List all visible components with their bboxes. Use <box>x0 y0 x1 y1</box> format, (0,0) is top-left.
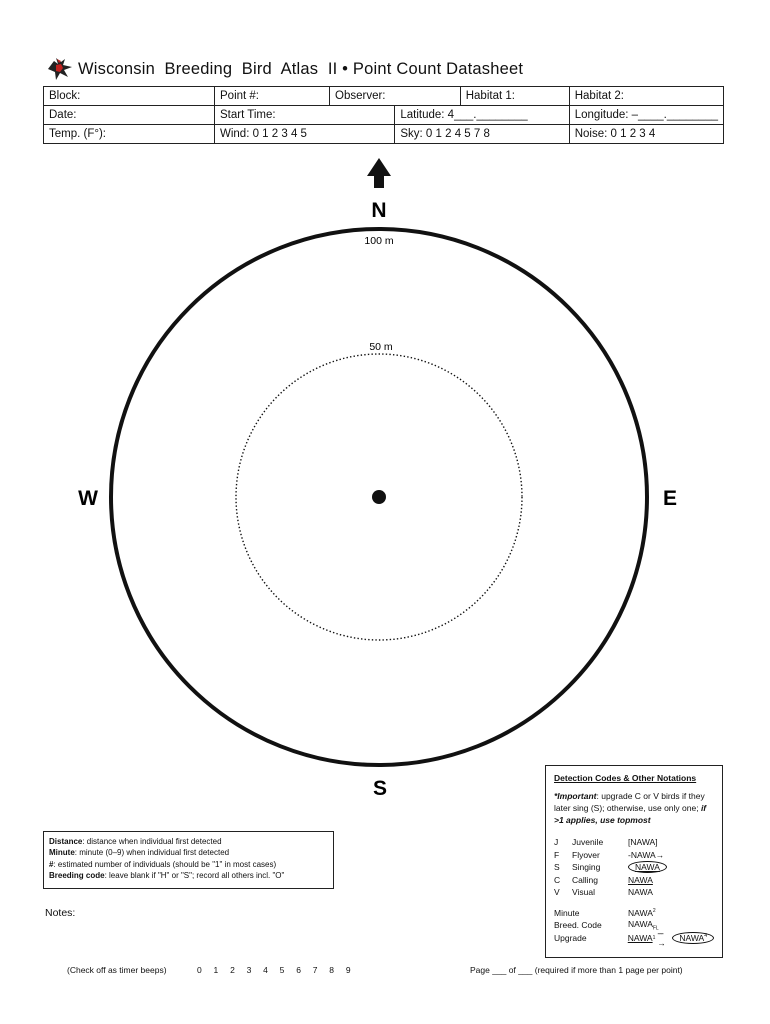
start-time-field[interactable]: Start Time: <box>215 106 395 125</box>
notes-label[interactable]: Notes: <box>45 907 76 919</box>
sky-field[interactable]: Sky: 0 1 2 4 5 7 8 <box>395 125 569 144</box>
page-title: Wisconsin Breeding Bird Atlas II • Point Count Datasheet <box>78 59 524 78</box>
detection-code-list <box>554 836 714 899</box>
block-field[interactable]: Block: <box>44 87 215 106</box>
north-arrow-icon <box>367 158 391 188</box>
code-row-flyover: F Flyover -NAWA→ <box>554 849 665 860</box>
page-number-field[interactable]: Page ___ of ___ (required if more than 1 page per point) <box>470 965 683 975</box>
point-count-plot[interactable] <box>0 150 770 810</box>
east-label: E <box>662 487 678 510</box>
upgrade-arrow-icon: ---→ <box>657 927 665 948</box>
singing-notation-oval: NAWA <box>628 861 667 873</box>
latitude-field[interactable]: Latitude: 4___.________ <box>395 106 569 125</box>
breeding-code-definition: Breeding code: leave blank if "H" or "S"; record all others incl. "O" <box>49 871 285 881</box>
important-note: *Important: upgrade C or V birds if they later sing (S); otherwise, use only one; if >1 applies, use topmost <box>554 791 707 825</box>
code-row-visual: V Visual NAWA <box>554 887 653 898</box>
other-notations <box>554 907 714 948</box>
code-row-juvenile: J Juvenile [NAWA] <box>554 837 658 848</box>
habitat1-field[interactable]: Habitat 1: <box>460 87 569 106</box>
north-label: N <box>371 199 387 222</box>
upgrade-notation-row: Upgrade NAWA 1 ---→ NAWA$^4$ <box>554 932 714 945</box>
cardinal-logo-icon <box>44 55 76 83</box>
wind-field[interactable]: Wind: 0 1 2 3 4 5 <box>215 125 395 144</box>
noise-field[interactable]: Noise: 0 1 2 3 4 <box>569 125 723 144</box>
habitat2-field[interactable]: Habitat 2: <box>569 87 723 106</box>
center-point <box>372 490 386 504</box>
date-field[interactable]: Date: <box>44 106 215 125</box>
header-fields-table <box>43 86 724 144</box>
south-label: S <box>372 777 388 800</box>
code-row-singing: S Singing NAWA <box>554 861 714 874</box>
breed-code-notation-row: Breed. Code $NAWA_{FL}$ <box>554 918 659 932</box>
longitude-field[interactable]: Longitude: –____.________ <box>569 106 723 125</box>
inner-circle-label: 50 m <box>369 341 393 353</box>
count-definition: #: estimated number of individuals (should be "1" in most cases) <box>49 859 277 869</box>
point-field[interactable]: Point #: <box>215 87 330 106</box>
distance-definition: Distance: distance when individual first detected <box>49 837 222 846</box>
timer-label: (Check off as timer beeps) <box>67 965 167 975</box>
code-row-calling: C Calling NAWA <box>554 874 653 885</box>
observer-field[interactable]: Observer: <box>330 87 461 106</box>
timer-checkboxes[interactable]: 0 1 2 3 4 5 6 7 8 9 <box>197 965 351 975</box>
minute-definition: Minute: minute (0–9) when individual first detected <box>49 848 230 858</box>
detection-codes-heading: Detection Codes & Other Notations <box>554 773 697 783</box>
title-bar <box>44 55 523 83</box>
west-label: W <box>78 487 98 510</box>
definitions-box <box>43 831 334 889</box>
detection-codes-box <box>545 765 723 958</box>
minute-notation-row: Minute NAWA$^2$ <box>554 907 656 918</box>
temp-field[interactable]: Temp. (F°): <box>44 125 215 144</box>
outer-circle-label: 100 m <box>364 235 394 247</box>
